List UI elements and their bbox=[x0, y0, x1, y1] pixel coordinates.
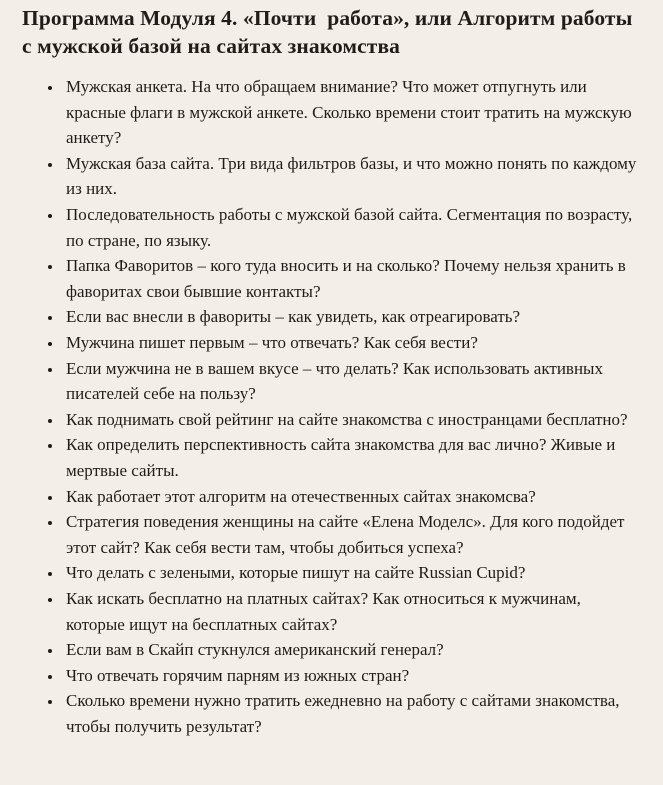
list-item: • Если вас внесли в фавориты – как увидеть, как отреагировать? bbox=[63, 304, 639, 330]
list-item: • Если вам в Скайп стукнулся американский генерал? bbox=[63, 637, 639, 663]
list-item: • Мужская база сайта. Три вида фильтров базы, и что можно понять по каждому из них. bbox=[63, 151, 639, 202]
list-item: • Стратегия поведения женщины на сайте «Елена Моделс». Для кого подойдет этот сайт? Как себя вести там, чтобы добиться успеха? bbox=[63, 509, 639, 560]
list-item: • Если мужчина не в вашем вкусе – что делать? Как использовать активных писателей себе на пользу? bbox=[63, 356, 639, 407]
list-item: • Папка Фаворитов – кого туда вносить и на сколько? Почему нельзя хранить в фаворитах свои бывшие контакты? bbox=[63, 253, 639, 304]
list-item: • Что делать с зелеными, которые пишут на сайте Russian Cupid? bbox=[63, 560, 639, 586]
list-item: • Как работает этот алгоритм на отечественных сайтах знакомсва? bbox=[63, 484, 639, 510]
list-item: • Как определить перспективность сайта знакомства для вас лично? Живые и мертвые сайты. bbox=[63, 432, 639, 483]
list-item: • Мужчина пишет первым – что отвечать? Как себя вести? bbox=[63, 330, 639, 356]
page-title: Программа Модуля 4. «Почти работа», или Алгоритм работы с мужской базой на сайтах знакомства bbox=[22, 6, 638, 58]
list-item: • Что отвечать горячим парням из южных стран? bbox=[63, 663, 639, 689]
list-item: • Как поднимать свой рейтинг на сайте знакомства с иностранцами бесплатно? bbox=[63, 407, 639, 433]
list-item: • Как искать бесплатно на платных сайтах? Как относиться к мужчинам, которые ищут на бесплатных сайтах? bbox=[63, 586, 639, 637]
list-item: • Мужская анкета. На что обращаем внимание? Что может отпугнуть или красные флаги в мужской анкете. Сколько времени стоит тратить на мужскую анкету? bbox=[63, 74, 639, 151]
list-item: • Последовательность работы с мужской базой сайта. Сегментация по возрасту, по стране, по языку. bbox=[63, 202, 639, 253]
program-topics-list bbox=[22, 74, 639, 739]
list-item: • Сколько времени нужно тратить ежедневно на работу с сайтами знакомства, чтобы получить результат? bbox=[63, 688, 639, 739]
